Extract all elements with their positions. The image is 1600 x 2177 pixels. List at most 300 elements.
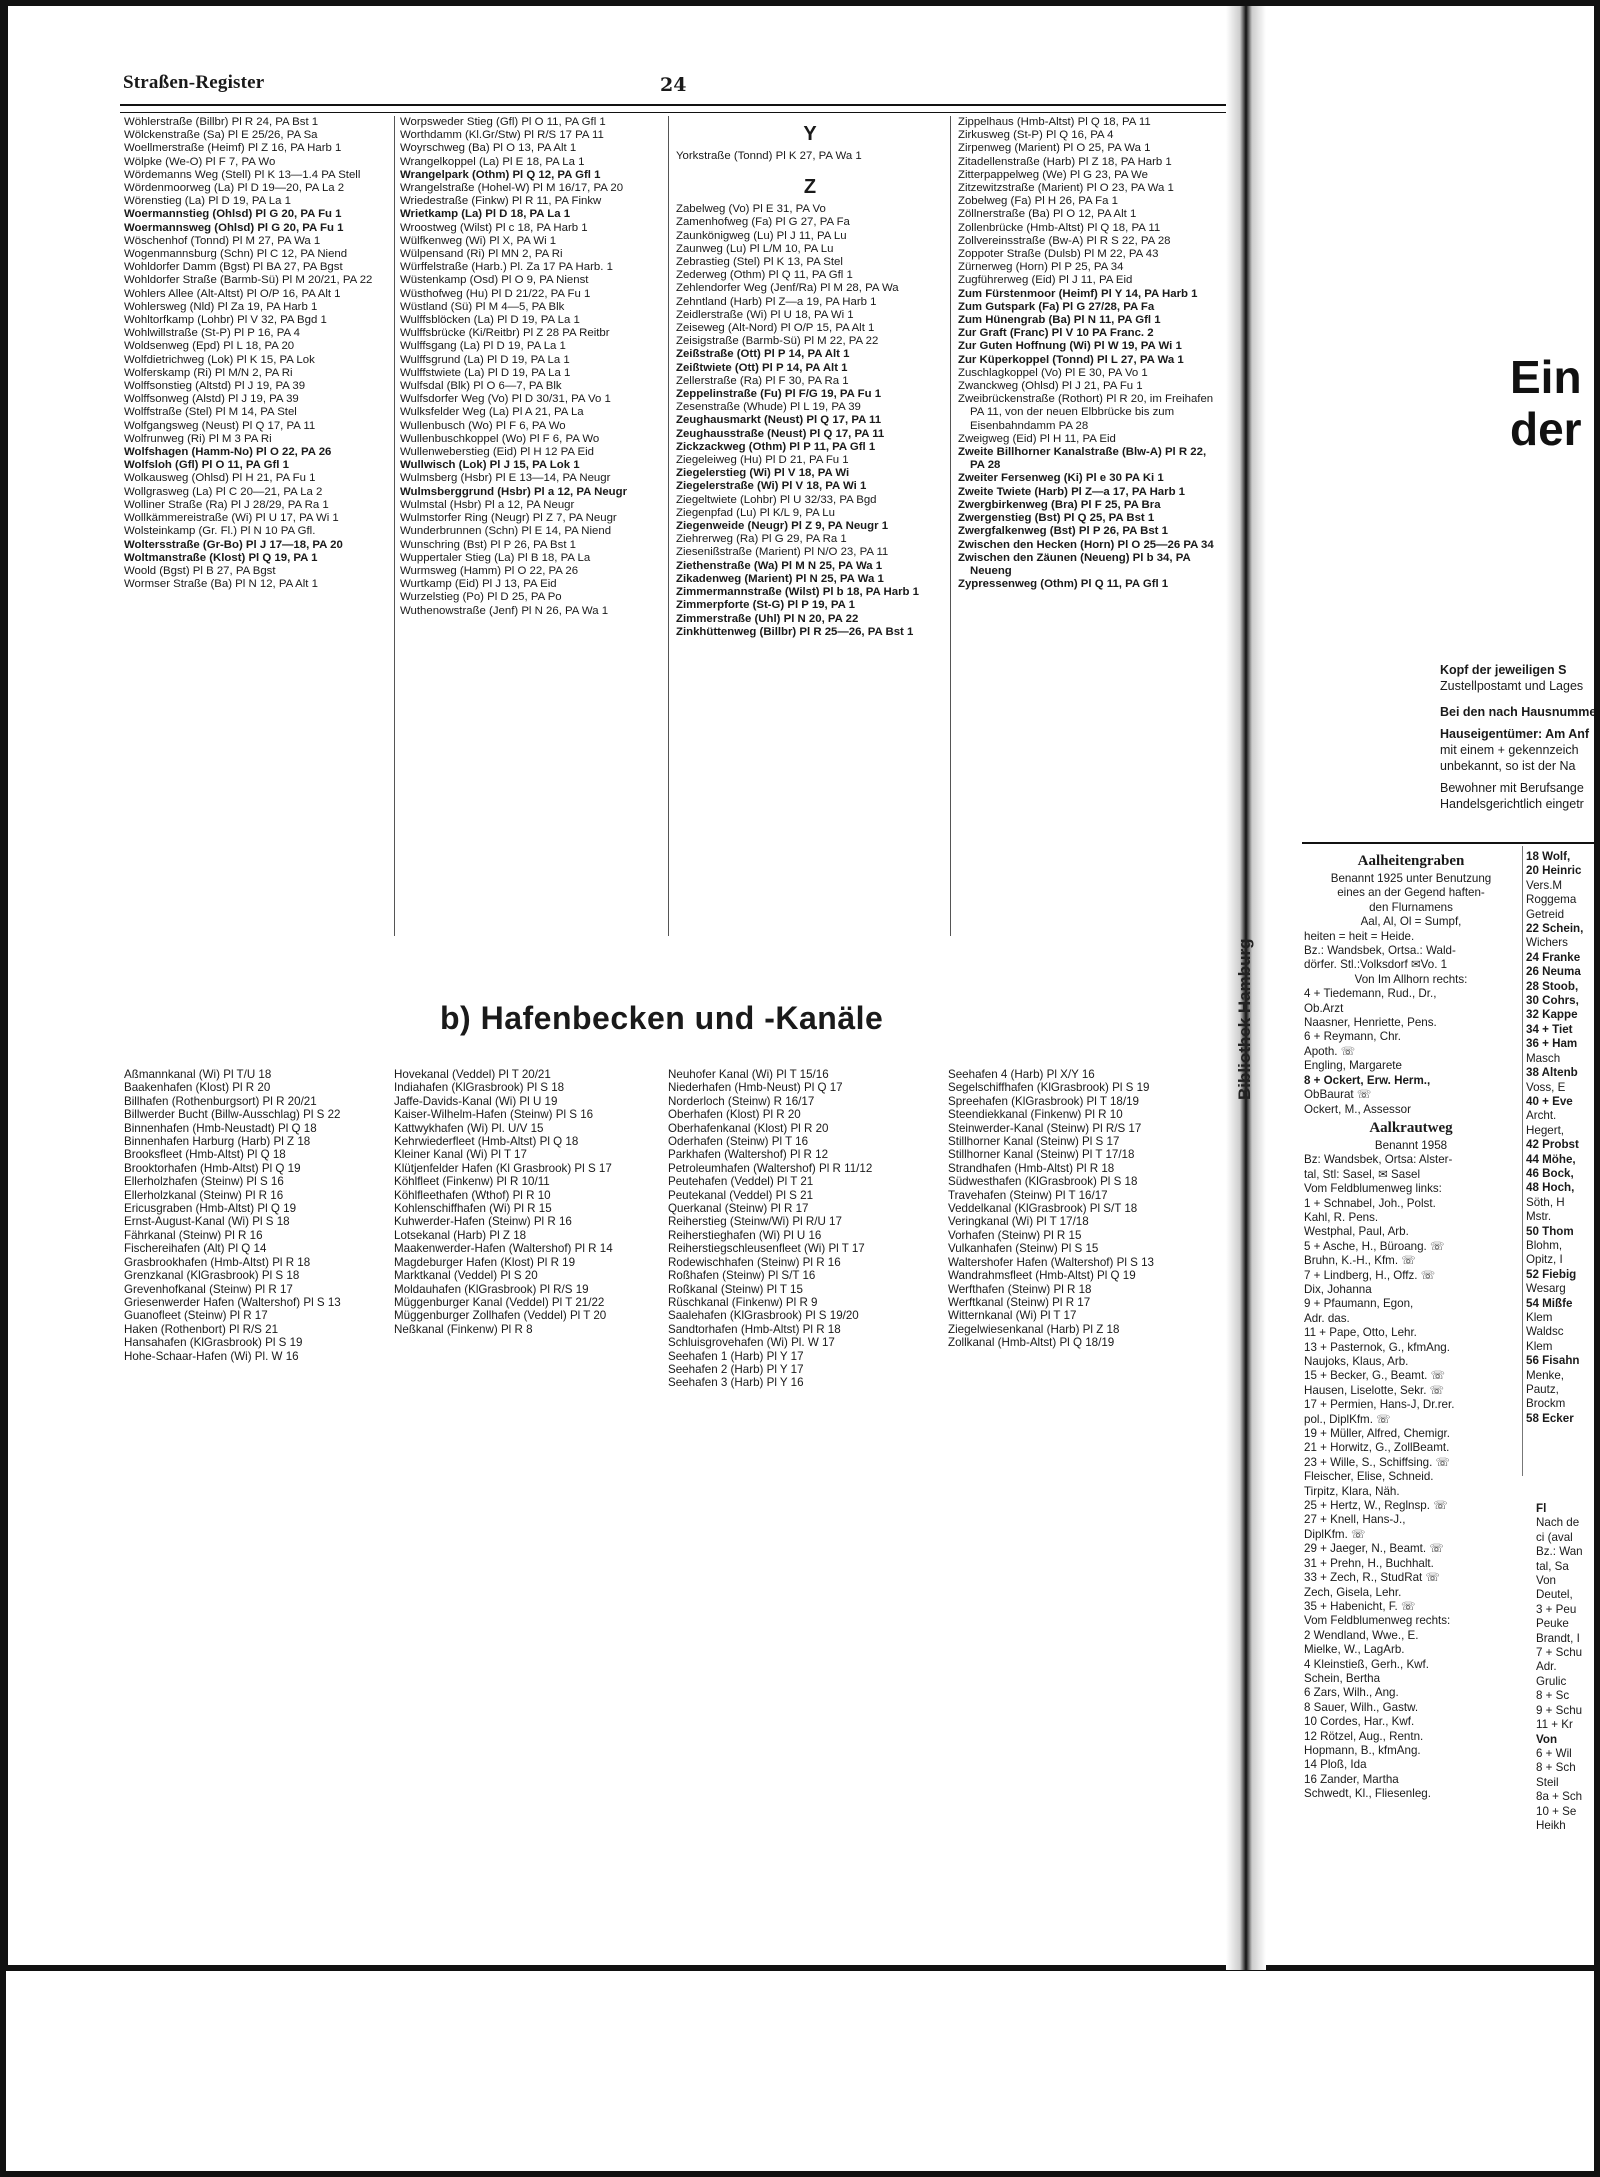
street-entry: Wulmstorfer Ring (Neugr) Pl Z 7, PA Neugr xyxy=(400,512,617,525)
resident-line: 22 Schein, xyxy=(1526,922,1584,936)
resident-line: 40 + Eve xyxy=(1526,1094,1573,1108)
resident-line: Waldsc xyxy=(1526,1325,1564,1339)
street-entry: Wulmsberggrund (Hsbr) Pl a 12, PA Neugr xyxy=(400,485,627,498)
street-entry: Zöllnerstraße (Ba) Pl O 12, PA Alt 1 xyxy=(958,208,1137,221)
resident-line: Vers.M xyxy=(1526,878,1563,892)
resident-line: Mstr. xyxy=(1526,1210,1552,1224)
resident-line: 35 + Habenicht, F. ☏ xyxy=(1304,1599,1416,1613)
letter-heading-z: Z xyxy=(803,176,817,199)
resident-line: DiplKfm. ☏ xyxy=(1304,1527,1366,1541)
resident-line: Naasner, Henriette, Pens. xyxy=(1304,1016,1437,1030)
harbor-column-1 xyxy=(124,1068,386,1363)
street-entry: Zaunweg (Lu) Pl L/M 10, PA Lu xyxy=(676,242,834,255)
library-stamp xyxy=(1235,880,1285,1100)
resident-line: Getreid xyxy=(1526,907,1565,921)
harbor-entry: Spreehafen (KlGrasbrook) Pl T 18/19 xyxy=(948,1094,1139,1108)
harbor-entry: Ziegelwiesenkanal (Harb) Pl Z 18 xyxy=(948,1322,1120,1336)
street-entry: Wülfkenweg (Wi) Pl X, PA Wi 1 xyxy=(400,234,557,247)
street-entry: Wulffsbrücke (Ki/Reitbr) Pl Z 28 PA Reitbr xyxy=(400,327,610,340)
resident-line: 17 + Permien, Hans-J, Dr.rer. xyxy=(1304,1398,1455,1412)
harbor-entry: Müggenburger Kanal (Veddel) Pl T 21/22 xyxy=(394,1295,605,1309)
resident-line: 25 + Hertz, W., Reglnsp. ☏ xyxy=(1304,1499,1448,1513)
harbor-entry: Veddelkanal (KlGrasbrook) Pl S/T 18 xyxy=(948,1202,1138,1216)
harbor-entry: Hohe-Schaar-Hafen (Wi) Pl. W 16 xyxy=(124,1349,299,1363)
street-entry: Wurzelstieg (Po) Pl D 25, PA Po xyxy=(400,591,562,604)
harbor-entry: Billwerder Bucht (Billw-Ausschlag) Pl S 22 xyxy=(124,1108,341,1122)
harbor-entry: Ellerholzhafen (Steinw) Pl S 16 xyxy=(124,1175,284,1189)
resident-line: den Flurnamens xyxy=(1369,900,1453,914)
street-entry: Zwergbirkenweg (Bra) Pl F 25, PA Bra xyxy=(958,498,1161,511)
resident-line: Bz.: Wandsbek, Ortsa.: Wald- xyxy=(1304,944,1456,958)
resident-line: Westphal, Paul, Arb. xyxy=(1304,1225,1409,1239)
resident-line: Brockm xyxy=(1526,1397,1566,1411)
intro-line: Bewohner mit Berufsange xyxy=(1440,781,1584,795)
harbor-entry: Sandtorhafen (Hmb-Altst) Pl R 18 xyxy=(668,1322,841,1336)
harbor-entry: Peutehafen (Veddel) Pl T 21 xyxy=(668,1175,814,1189)
resident-line: Peuke xyxy=(1536,1617,1569,1631)
resident-line: 52 Fiebig xyxy=(1526,1267,1577,1281)
street-entry: Wolfgangsweg (Neust) Pl Q 17, PA 11 xyxy=(124,419,316,432)
harbor-entry: Billhafen (Rothenburgsort) Pl R 20/21 xyxy=(124,1094,317,1108)
resident-line: Nach de xyxy=(1536,1516,1580,1530)
harbor-entry: Südwesthafen (KlGrasbrook) Pl S 18 xyxy=(948,1175,1138,1189)
intro-line: Bei den nach Hausnumme xyxy=(1440,705,1597,719)
page-header-title: Straßen-Register xyxy=(123,72,265,93)
street-entry: Zwischen den Zäunen (Neueng) Pl b 34, PA Neueng xyxy=(958,551,1191,577)
harbor-entry: Werfthafen (Steinw) Pl R 18 xyxy=(948,1282,1092,1296)
harbor-entry: Vulkanhafen (Steinw) Pl S 15 xyxy=(948,1242,1099,1256)
street-entry: Wrangelstraße (Hohel-W) Pl M 16/17, PA 20 xyxy=(400,182,624,195)
street-entry: Wullwisch (Lok) Pl J 15, PA Lok 1 xyxy=(400,459,580,472)
street-entry: Wolffsonstieg (Altstd) Pl J 19, PA 39 xyxy=(124,380,306,393)
harbor-entry: Reiherstiegschleusenfleet (Wi) Pl T 17 xyxy=(668,1242,865,1256)
harbor-entry: Binnenhafen (Hmb-Neustadt) Pl Q 18 xyxy=(124,1121,317,1135)
resident-line: pol., DiplKfm. ☏ xyxy=(1304,1412,1391,1426)
harbor-entry: Baakenhafen (Klost) Pl R 20 xyxy=(124,1081,271,1095)
street-entry: Wrangelpark (Othm) Pl Q 12, PA Gfl 1 xyxy=(400,168,601,181)
resident-line: 4 + Tiedemann, Rud., Dr., xyxy=(1304,987,1437,1001)
street-entry: Wüsthofweg (Hu) Pl D 21/22, PA Fu 1 xyxy=(400,287,591,300)
street-entry: Wördemanns Weg (Stell) Pl K 13—1.4 PA Stell xyxy=(124,168,361,181)
harbor-entry: Aßmannkanal (Wi) Pl T/U 18 xyxy=(124,1068,272,1081)
resident-line: Deutel, xyxy=(1536,1588,1573,1602)
street-entry: Zeidlerstraße (Wi) Pl U 18, PA Wi 1 xyxy=(676,308,854,321)
harbor-entry: Grenzkanal (KlGrasbrook) Pl S 18 xyxy=(124,1269,300,1283)
resident-line: 8 + Sch xyxy=(1536,1761,1576,1775)
street-entry: Zugführerweg (Eid) Pl J 11, PA Eid xyxy=(958,274,1133,287)
harbor-entry: Waltershofer Hafen (Waltershof) Pl S 13 xyxy=(948,1255,1154,1269)
resident-line: Menke, xyxy=(1526,1368,1565,1382)
right-column-divider xyxy=(1522,846,1523,1476)
resident-line: ObBaurat ☏ xyxy=(1304,1088,1372,1102)
harbor-entry: Travehafen (Steinw) Pl T 16/17 xyxy=(948,1188,1108,1202)
harbor-entry: Fährkanal (Steinw) Pl R 16 xyxy=(124,1228,263,1242)
intro-line: mit einem + gekennzeich xyxy=(1440,743,1579,757)
harbor-entry: Müggenburger Zollhafen (Veddel) Pl T 20 xyxy=(394,1309,607,1323)
resident-line: Schwedt, Kl., Fliesenleg. xyxy=(1304,1787,1431,1801)
harbor-entry: Ericusgraben (Hmb-Altst) Pl Q 19 xyxy=(124,1202,297,1216)
street-entry: Wolfsloh (Gfl) Pl O 11, PA Gfl 1 xyxy=(124,459,289,472)
street-entry: Zeißtwiete (Ott) Pl P 14, PA Alt 1 xyxy=(676,361,848,374)
street-entry: Wördenmoorweg (La) Pl D 19—20, PA La 2 xyxy=(124,182,345,195)
resident-line: Von Im Allhorn rechts: xyxy=(1354,972,1468,986)
harbor-entry: Wandrahmsfleet (Hmb-Altst) Pl Q 19 xyxy=(948,1269,1136,1283)
harbor-entry: Kohlenschiffhafen (Wi) Pl R 15 xyxy=(394,1202,552,1216)
harbor-entry: Fischereihafen (Alt) Pl Q 14 xyxy=(124,1242,267,1256)
resident-line: Vom Feldblumenweg rechts: xyxy=(1304,1614,1451,1628)
harbor-entry: Roßhafen (Steinw) Pl S/T 16 xyxy=(668,1269,816,1283)
resident-line: 33 + Zech, R., StudRat ☏ xyxy=(1304,1571,1440,1585)
harbor-entry: Rodewischhafen (Steinw) Pl R 16 xyxy=(668,1255,841,1269)
resident-line: 38 Altenb xyxy=(1526,1066,1578,1080)
street-entry: Wölpke (We-O) Pl F 7, PA Wo xyxy=(124,155,276,168)
street-entry: Wohlersweg (Nld) Pl Za 19, PA Harb 1 xyxy=(124,300,318,313)
street-entry: Ziegeltwiete (Lohbr) Pl U 32/33, PA Bgd xyxy=(676,493,877,506)
harbor-entry: Griesenwerder Hafen (Waltershof) Pl S 13 xyxy=(124,1295,341,1309)
street-entry: Zwergenstieg (Bst) Pl Q 25, PA Bst 1 xyxy=(958,512,1155,525)
resident-line: Wichers xyxy=(1526,936,1568,950)
street-entry: Wroostweg (Wilst) Pl c 18, PA Harb 1 xyxy=(400,221,588,234)
street-entry: Zebrastieg (Stel) Pl K 13, PA Stel xyxy=(676,256,843,269)
resident-line: eines an der Gegend haften- xyxy=(1337,886,1485,900)
street-entry: Wohlers Allee (Alt-Altst) Pl O/P 16, PA Alt 1 xyxy=(124,287,341,300)
harbor-entry: Binnenhafen Harburg (Harb) Pl Z 18 xyxy=(124,1135,311,1149)
resident-line: Von xyxy=(1536,1574,1556,1588)
resident-line: 32 Kappe xyxy=(1526,1008,1578,1022)
street-column-1 xyxy=(124,116,386,591)
street-entry: Woermannstieg (Ohlsd) Pl G 20, PA Fu 1 xyxy=(124,208,342,221)
street-column-3 xyxy=(676,116,944,639)
intro-line: Zustellpostamt und Lages xyxy=(1440,679,1584,693)
resident-line: 8 + Ockert, Erw. Herm., xyxy=(1304,1073,1431,1087)
resident-line: Grulic xyxy=(1536,1674,1567,1688)
resident-line: Hegert, xyxy=(1526,1123,1565,1137)
street-entry: Yorkstraße (Tonnd) Pl K 27, PA Wa 1 xyxy=(676,150,862,162)
resident-line: Klem xyxy=(1526,1311,1553,1324)
street-entry: Zweiter Fersenweg (Ki) Pl e 30 PA Ki 1 xyxy=(958,472,1164,485)
street-entry: Wölckenstraße (Sa) Pl E 25/26, PA Sa xyxy=(124,129,318,142)
harbor-entry: Veringkanal (Wi) Pl T 17/18 xyxy=(948,1215,1089,1229)
resident-line: 26 Neuma xyxy=(1526,965,1581,979)
resident-line: 24 Franke xyxy=(1526,950,1581,964)
street-entry: Zweite Twiete (Harb) Pl Z—a 17, PA Harb 1 xyxy=(958,485,1186,498)
resident-line: Hopmann, B., kfmAng. xyxy=(1304,1743,1421,1757)
street-entry: Wuthenowstraße (Jenf) Pl N 26, PA Wa 1 xyxy=(400,604,609,617)
resident-line: 11 + Kr xyxy=(1536,1718,1573,1732)
library-stamp-text: Bibliothek Hamburg xyxy=(1235,938,1254,1100)
street-heading: Aalheitengraben xyxy=(1357,853,1465,869)
harbor-entry: Steinwerder-Kanal (Steinw) Pl R/S 17 xyxy=(948,1121,1142,1135)
street-entry: Wollkämmereistraße (Wi) Pl U 17, PA Wi 1 xyxy=(124,512,339,525)
resident-line: 21 + Horwitz, G., ZollBeamt. xyxy=(1304,1441,1450,1455)
street-entry: Wüstland (Sü) Pl M 4—5, PA Blk xyxy=(400,300,565,313)
resident-line: Pautz, xyxy=(1526,1383,1559,1397)
harbor-entry: Hovekanal (Veddel) Pl T 20/21 xyxy=(394,1068,551,1081)
resident-line: 5 + Asche, H., Büroang. ☏ xyxy=(1304,1239,1445,1253)
street-entry: Zeisigstraße (Barmb-Sü) Pl M 22, PA 22 xyxy=(676,335,879,348)
resident-line: 7 + Lindberg, H., Offz. ☏ xyxy=(1304,1268,1436,1282)
resident-line: 11 + Pape, Otto, Lehr. xyxy=(1304,1326,1417,1340)
harbor-entry: Kehrwiederfleet (Hmb-Altst) Pl Q 18 xyxy=(394,1135,579,1149)
resident-line: 28 Stoob, xyxy=(1526,979,1579,993)
resident-line: Fleischer, Elise, Schneid. xyxy=(1304,1470,1434,1484)
harbor-entry: Witternkanal (Wi) Pl T 17 xyxy=(948,1309,1077,1323)
street-entry: Wolffstraße (Stel) Pl M 14, PA Stel xyxy=(124,406,297,419)
street-entry: Ziegenpfad (Lu) Pl K/L 9, PA Lu xyxy=(676,506,835,519)
resident-line: 42 Probst xyxy=(1526,1138,1579,1152)
street-entry: Wogenmannsburg (Schn) Pl C 12, PA Niend xyxy=(124,248,348,261)
resident-line: 6 + Reymann, Chr. xyxy=(1304,1030,1401,1044)
street-entry: Zehlendorfer Weg (Jenf/Ra) Pl M 28, PA Wa xyxy=(676,282,899,295)
harbor-entry: Haken (Rothenbort) Pl R/S 21 xyxy=(124,1322,279,1336)
street-entry: Würffelstraße (Harb.) Pl. Za 17 PA Harb. 1 xyxy=(400,261,613,274)
harbor-entry: Brooksfleet (Hmb-Altst) Pl Q 18 xyxy=(124,1148,286,1162)
street-entry: Zickzackweg (Othm) Pl P 11, PA Gfl 1 xyxy=(676,440,876,453)
harbor-entry: Querkanal (Steinw) Pl R 17 xyxy=(668,1202,809,1216)
street-entry: Zinkhüttenweg (Billbr) Pl R 25—26, PA Bst 1 xyxy=(676,625,914,638)
harbor-entry: Stillhorner Kanal (Steinw) Pl S 17 xyxy=(948,1135,1120,1149)
street-entry: Zwanckweg (Ohlsd) Pl J 21, PA Fu 1 xyxy=(958,380,1143,393)
street-entry: Wöhlerstraße (Billbr) Pl R 24, PA Bst 1 xyxy=(124,116,319,128)
street-entry: Wulmstal (Hsbr) Pl a 12, PA Neugr xyxy=(400,498,575,511)
street-entry: Woermannsweg (Ohlsd) Pl G 20, PA Fu 1 xyxy=(124,221,344,234)
resident-line: Adr. xyxy=(1536,1660,1557,1674)
harbor-entry: Moldauhafen (KlGrasbrook) Pl R/S 19 xyxy=(394,1282,589,1296)
street-entry: Zum Gutspark (Fa) Pl G 27/28, PA Fa xyxy=(958,300,1155,313)
harbor-entry: Stillhorner Kanal (Steinw) Pl T 17/18 xyxy=(948,1148,1135,1162)
resident-line: 31 + Prehn, H., Buchhalt. xyxy=(1304,1556,1434,1570)
harbor-entry: Neßkanal (Finkenw) Pl R 8 xyxy=(394,1322,533,1336)
street-entry: Wunderbrunnen (Schn) Pl E 14, PA Niend xyxy=(400,525,612,538)
right-rule xyxy=(1302,842,1600,844)
street-entry: Zeughausstraße (Neust) Pl Q 17, PA 11 xyxy=(676,427,885,440)
resident-line: Heikh xyxy=(1536,1818,1566,1832)
street-entry: Zypressenweg (Othm) Pl Q 11, PA Gfl 1 xyxy=(958,578,1169,591)
resident-line: Blohm, xyxy=(1526,1238,1563,1252)
street-entry: Wolferskamp (Ri) Pl M/N 2, PA Ri xyxy=(124,366,293,379)
street-column-2 xyxy=(400,116,662,618)
resident-line: 4 Kleinstieß, Gerh., Kwf. xyxy=(1304,1657,1430,1671)
resident-line: Archt. xyxy=(1526,1109,1557,1123)
resident-line: Söth, H xyxy=(1526,1195,1565,1209)
harbor-entry: Köhlfleet (Finkenw) Pl R 10/11 xyxy=(394,1175,550,1189)
street-entry: Wüstenkamp (Osd) Pl O 9, PA Nienst xyxy=(400,274,589,287)
street-entry: Wrietkamp (La) Pl D 18, PA La 1 xyxy=(400,208,571,221)
harbor-entry: Roßkanal (Steinw) Pl T 15 xyxy=(668,1282,803,1296)
resident-line: Steil xyxy=(1536,1775,1559,1789)
street-column-4 xyxy=(958,116,1220,591)
street-entry: Zimmerpforte (St-G) Pl P 19, PA 1 xyxy=(676,599,855,612)
harbor-entry: Oderhafen (Steinw) Pl T 16 xyxy=(668,1135,809,1149)
street-entry: Zabelweg (Vo) Pl E 31, PA Vo xyxy=(676,203,826,216)
resident-line: 8a + Sch xyxy=(1536,1790,1583,1804)
street-entry: Wunschring (Bst) Pl P 26, PA Bst 1 xyxy=(400,538,576,551)
harbor-entry: Oberhafenkanal (Klost) Pl R 20 xyxy=(668,1121,829,1135)
street-entry: Zeughausmarkt (Neust) Pl Q 17, PA 11 xyxy=(676,414,882,427)
street-entry: Zimmerstraße (Uhl) Pl N 20, PA 22 xyxy=(676,612,859,625)
resident-line: 30 Cohrs, xyxy=(1526,994,1579,1008)
harbor-entry: Neuhofer Kanal (Wi) Pl T 15/16 xyxy=(668,1068,829,1081)
street-entry: Zur Graft (Franc) Pl V 10 PA Franc. 2 xyxy=(958,327,1154,340)
street-entry: Wulfsdorfer Weg (Vo) Pl D 30/31, PA Vo 1 xyxy=(400,393,611,406)
street-entry: Zum Hünengrab (Ba) Pl N 11, PA Gfl 1 xyxy=(958,314,1161,327)
harbor-entry: Indiahafen (KlGrasbrook) Pl S 18 xyxy=(394,1081,565,1095)
street-entry: Zur Küperkoppel (Tonnd) Pl L 27, PA Wa 1 xyxy=(958,353,1184,366)
street-entry: Wülpensand (Ri) Pl MN 2, PA Ri xyxy=(400,248,563,261)
harbor-entry: Marktkanal (Veddel) Pl S 20 xyxy=(394,1269,538,1283)
resident-line: 34 + Tiet xyxy=(1526,1022,1573,1036)
right-heading-line1: Ein xyxy=(1510,351,1582,403)
street-entry: Wriedestraße (Finkw) Pl R 11, PA Finkw xyxy=(400,195,602,208)
street-heading: Aalkrautweg xyxy=(1369,1119,1453,1136)
street-entry: Wolfrunweg (Ri) Pl M 3 PA Ri xyxy=(124,432,272,445)
street-entry: Wuppertaler Stieg (La) Pl B 18, PA La xyxy=(400,551,591,564)
street-entry: Zweibrückenstraße (Rothort) Pl R 20, im Freihafen PA 11, von der neuen Elbbrücke bis zum Eisenbahndamm PA 28 xyxy=(958,393,1214,432)
street-entry: Zitterpappelweg (We) Pl G 23, PA We xyxy=(958,168,1148,181)
resident-line: 15 + Becker, G., Beamt. ☏ xyxy=(1304,1369,1446,1383)
resident-line: 10 Cordes, Har., Kwf. xyxy=(1304,1715,1415,1729)
street-entry: Zum Fürstenmoor (Heimf) Pl Y 14, PA Harb 1 xyxy=(958,287,1198,300)
street-entry: Zweigweg (Eid) Pl H 11, PA Eid xyxy=(958,432,1116,445)
resident-line: Tirpitz, Klara, Näh. xyxy=(1304,1484,1400,1498)
harbor-entry: Zollkanal (Hmb-Altst) Pl Q 18/19 xyxy=(948,1336,1115,1350)
harbor-entry: Maakenwerder-Hafen (Waltershof) Pl R 14 xyxy=(394,1242,613,1256)
resident-line: 20 Heinric xyxy=(1526,864,1582,878)
harbor-entry: Seehafen 4 (Harb) Pl X/Y 16 xyxy=(948,1068,1095,1081)
resident-line: Klem xyxy=(1526,1339,1553,1353)
right-heading-line2: der xyxy=(1510,403,1582,455)
street-entry: Wulmsberg (Hsbr) Pl E 13—14, PA Neugr xyxy=(400,472,611,485)
resident-line: 13 + Pasternok, G., kfmAng. xyxy=(1304,1340,1450,1354)
intro-line: Handelsgerichtlich eingetr xyxy=(1440,797,1584,811)
resident-line: Hausen, Liselotte, Sekr. ☏ xyxy=(1304,1383,1445,1397)
street-entry: Ziesenißstraße (Marient) Pl N/O 23, PA 11 xyxy=(676,546,889,559)
resident-line: Von xyxy=(1536,1732,1558,1746)
street-entry: Woltersstraße (Gr-Bo) Pl J 17—18, PA 20 xyxy=(124,538,343,551)
street-entry: Wohldorfer Damm (Bgst) Pl BA 27, PA Bgst xyxy=(124,261,343,274)
street-entry: Zirpenweg (Marient) Pl O 25, PA Wa 1 xyxy=(958,142,1151,155)
resident-line: Bz: Wandsbek, Ortsa: Alster- xyxy=(1304,1153,1453,1167)
harbor-entry: Strandhafen (Hmb-Altst) Pl R 18 xyxy=(948,1161,1115,1175)
street-entry: Zederweg (Othm) Pl Q 11, PA Gfl 1 xyxy=(676,269,853,282)
harbor-entry: Jaffe-Davids-Kanal (Wi) Pl U 19 xyxy=(394,1094,558,1108)
resident-line: Mielke, W., LagArb. xyxy=(1304,1643,1405,1657)
street-entry: Wolkausweg (Ohlsd) Pl H 21, PA Fu 1 xyxy=(124,472,316,485)
harbor-entry: Reiherstieghafen (Wi) Pl U 16 xyxy=(668,1228,822,1242)
page-number: 24 xyxy=(660,74,687,96)
harbor-entry: Niederhafen (Hmb-Neust) Pl Q 17 xyxy=(668,1081,843,1095)
street-entry: Zamenhofweg (Fa) Pl G 27, PA Fa xyxy=(676,216,850,229)
resident-line: 8 Sauer, Wilh., Gastw. xyxy=(1304,1700,1419,1714)
street-entry: Zeiseweg (Alt-Nord) Pl O/P 15, PA Alt 1 xyxy=(676,322,875,335)
harbor-entry: Seehafen 2 (Harb) Pl Y 17 xyxy=(668,1362,804,1376)
street-entry: Wöschenhof (Tonnd) Pl M 27, PA Wa 1 xyxy=(124,234,321,247)
resident-line: 56 Fisahn xyxy=(1526,1354,1580,1368)
street-entry: Zur Guten Hoffnung (Wi) Pl W 19, PA Wi 1 xyxy=(958,340,1182,353)
street-entry: Wollgrasweg (La) Pl C 20—21, PA La 2 xyxy=(124,485,323,498)
street-entry: Zeißstraße (Ott) Pl P 14, PA Alt 1 xyxy=(676,348,850,361)
street-entry: Ziegelerstraße (Wi) Pl V 18, PA Wi 1 xyxy=(676,480,867,493)
harbor-entry: Hansahafen (KlGrasbrook) Pl S 19 xyxy=(124,1336,303,1350)
street-entry: Zitzewitzstraße (Marient) Pl O 23, PA Wa 1 xyxy=(958,182,1174,195)
street-entry: Wolfshagen (Hamm-No) Pl O 22, PA 26 xyxy=(124,446,332,459)
harbor-entry: Schluisgrovehafen (Wi) Pl. W 17 xyxy=(668,1336,835,1350)
harbor-entry: Rüschkanal (Finkenw) Pl R 9 xyxy=(668,1295,818,1309)
street-entry: Wurmsweg (Hamm) Pl O 22, PA 26 xyxy=(400,564,579,577)
street-entry: Zweite Billhorner Kanalstraße (Blw-A) Pl R 22, PA 28 xyxy=(958,446,1207,472)
street-entry: Zürnerweg (Horn) Pl P 25, PA 34 xyxy=(958,261,1124,274)
resident-line: 10 + Se xyxy=(1536,1804,1577,1818)
street-entry: Wohltorfkamp (Lohbr) Pl V 32, PA Bgd 1 xyxy=(124,314,327,327)
resident-line: Ob.Arzt xyxy=(1304,1001,1344,1015)
street-entry: Zehntland (Harb) Pl Z—a 19, PA Harb 1 xyxy=(676,295,877,308)
intro-line: Kopf der jeweiligen S xyxy=(1440,663,1567,677)
harbor-column-2 xyxy=(394,1068,662,1336)
resident-line: 7 + Schu xyxy=(1536,1646,1583,1660)
scan-left-edge xyxy=(0,0,8,1970)
resident-line: 50 Thom xyxy=(1526,1224,1574,1238)
street-entry: Zollenbrücke (Hmb-Altst) Pl Q 18, PA 11 xyxy=(958,221,1161,234)
harbor-entry: Kleiner Kanal (Wi) Pl T 17 xyxy=(394,1148,527,1162)
right-column-a xyxy=(1304,850,1518,1802)
street-entry: Ziegenweide (Neugr) Pl Z 9, PA Neugr 1 xyxy=(676,520,889,533)
resident-line: 2 Wendland, Wwe., E. xyxy=(1304,1628,1419,1642)
harbor-entry: Kuhwerder-Hafen (Steinw) Pl R 16 xyxy=(394,1215,572,1229)
resident-line: Fl xyxy=(1536,1502,1547,1515)
resident-line: 44 Möhe, xyxy=(1526,1152,1576,1166)
resident-line: Engling, Margarete xyxy=(1304,1059,1402,1073)
resident-line: Zech, Gisela, Lehr. xyxy=(1304,1585,1402,1599)
street-entry: Zaunkönigweg (Lu) Pl J 11, PA Lu xyxy=(676,229,847,242)
street-entry: Woyrschweg (Ba) Pl O 13, PA Alt 1 xyxy=(400,142,577,155)
column-divider-3 xyxy=(950,116,951,936)
harbor-column-4 xyxy=(948,1068,1224,1350)
resident-line: Brandt, I xyxy=(1536,1631,1580,1645)
column-divider-2 xyxy=(668,116,669,936)
harbor-entry: Ernst-August-Kanal (Wi) Pl S 18 xyxy=(124,1215,290,1229)
resident-line: dörfer. Stl.:Volksdorf ✉Vo. 1 xyxy=(1304,958,1448,972)
street-entry: Ziethenstraße (Wa) Pl M N 25, PA Wa 1 xyxy=(676,559,883,572)
harbor-entry: Segelschiffhafen (KlGrasbrook) Pl S 19 xyxy=(948,1081,1150,1095)
harbor-entry: Seehafen 1 (Harb) Pl Y 17 xyxy=(668,1349,804,1363)
right-column-c xyxy=(1536,1502,1600,1833)
resident-line: 9 + Schu xyxy=(1536,1703,1583,1717)
harbor-entry: Saalehafen (KlGrasbrook) Pl S 19/20 xyxy=(668,1309,859,1323)
street-entry: Woldsenweg (Epd) Pl L 18, PA 20 xyxy=(124,340,295,353)
street-entry: Zellerstraße (Ra) Pl F 30, PA Ra 1 xyxy=(676,374,849,387)
street-entry: Wolliner Straße (Ra) Pl J 28/29, PA Ra 1 xyxy=(124,498,329,511)
resident-line: Bruhn, K.-H., Kfm. ☏ xyxy=(1304,1254,1416,1268)
street-entry: Zikadenweg (Marient) Pl N 25, PA Wa 1 xyxy=(676,572,884,585)
resident-line: Roggema xyxy=(1526,893,1577,907)
resident-line: Apoth. ☏ xyxy=(1304,1044,1356,1058)
street-entry: Zwergfalkenweg (Bst) Pl P 26, PA Bst 1 xyxy=(958,525,1168,538)
street-entry: Zippelhaus (Hmb-Altst) Pl Q 18, PA 11 xyxy=(958,116,1151,128)
resident-line: 48 Hoch, xyxy=(1526,1181,1575,1195)
resident-line: 58 Ecker xyxy=(1526,1411,1574,1425)
resident-line: 19 + Müller, Alfred, Chemigr. xyxy=(1304,1427,1450,1441)
street-entry: Zuschlagkoppel (Vo) Pl E 30, PA Vo 1 xyxy=(958,366,1148,379)
resident-line: 1 + Schnabel, Joh., Polst. xyxy=(1304,1196,1436,1210)
street-entry: Zitadellenstraße (Harb) Pl Z 18, PA Harb 1 xyxy=(958,155,1172,168)
street-entry: Zollvereinsstraße (Bw-A) Pl R S 22, PA 28 xyxy=(958,234,1171,247)
harbor-entry: Werftkanal (Steinw) Pl R 17 xyxy=(948,1295,1091,1309)
resident-line: Ockert, M., Assessor xyxy=(1304,1102,1411,1116)
resident-line: tal, Sa xyxy=(1536,1559,1569,1573)
harbor-entry: Kaiser-Wilhelm-Hafen (Steinw) Pl S 16 xyxy=(394,1108,594,1122)
street-entry: Zesenstraße (Whude) Pl L 19, PA 39 xyxy=(676,401,861,414)
street-entry: Wörenstieg (La) Pl D 19, PA La 1 xyxy=(124,195,291,208)
